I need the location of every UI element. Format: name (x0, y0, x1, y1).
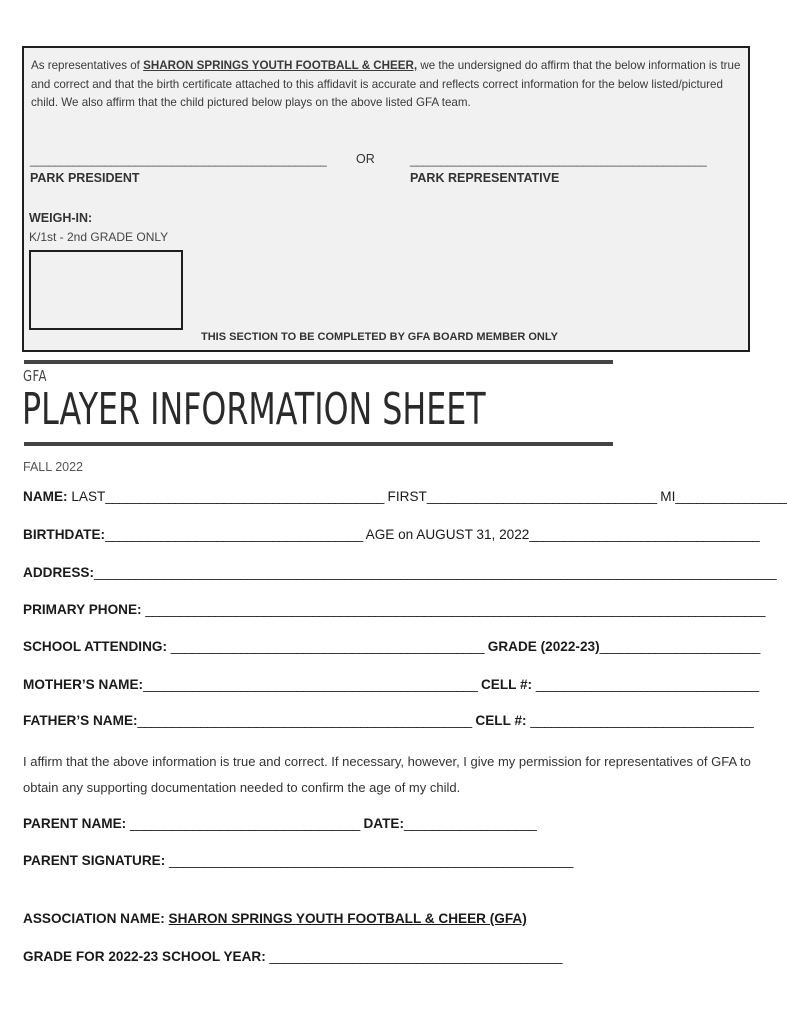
mother-cell-label: CELL #: (480, 677, 533, 692)
season-label: FALL 2022 (23, 460, 84, 474)
mi-label: MI (660, 489, 676, 504)
father-name-field[interactable]: ________________________________________________ (137, 713, 472, 728)
address-field[interactable]: __________________________________________________________________________________________________ (94, 565, 777, 580)
park-representative-label: PARK REPRESENTATIVE (410, 171, 560, 185)
page-title: PLAYER INFORMATION SHEET (22, 384, 486, 435)
birthdate-row (23, 527, 759, 542)
mi-field[interactable]: ________________ (675, 489, 787, 504)
last-label: LAST (71, 489, 106, 504)
or-text: OR (356, 152, 375, 166)
father-row (23, 713, 753, 728)
age-field[interactable]: _________________________________ (529, 527, 760, 542)
parent-signature-field[interactable]: __________________________________________________________ (169, 853, 573, 868)
school-year-grade-field[interactable]: __________________________________________ (269, 949, 562, 964)
weigh-in-box[interactable] (29, 250, 183, 330)
phone-label: PRIMARY PHONE: (23, 602, 142, 617)
affirmation-statement: I affirm that the above information is true and correct. If necessary, however, I give my permission for representatives of GFA to obtain any supporting documentation needed to confirm the age of my child. (23, 754, 751, 795)
representative-signature-line[interactable]: ________________________________________________ (410, 153, 707, 167)
birthdate-field[interactable]: _____________________________________ (105, 527, 363, 542)
mother-row (23, 677, 759, 692)
parent-name-row (23, 816, 536, 831)
phone-row (23, 602, 765, 617)
grade-field[interactable]: _______________________ (599, 639, 760, 654)
school-year-grade-label: GRADE FOR 2022-23 SCHOOL YEAR: (23, 949, 266, 964)
parent-name-label: PARENT NAME: (23, 816, 127, 831)
school-row (23, 639, 760, 654)
parent-signature-row (23, 853, 573, 868)
top-rule (24, 360, 613, 364)
title-rule (24, 442, 613, 446)
address-label: ADDRESS: (23, 565, 94, 580)
date-label: DATE: (363, 816, 404, 831)
school-year-grade-row (23, 949, 562, 964)
association-label: ASSOCIATION NAME: (23, 911, 165, 926)
board-affirmation: As representatives of SHARON SPRINGS YOUTH FOOTBALL & CHEER, we the undersigned do affirm that the below information is true and correct and that the birth certificate attached to this affidavit is accurate and reflects correct information for the below listed/pictured child. We also affirm that the child pictured below plays on the above listed GFA team. (31, 59, 741, 109)
mother-cell-field[interactable]: ________________________________ (535, 677, 759, 692)
parent-name-field[interactable]: _________________________________ (130, 816, 360, 831)
phone-field[interactable]: _________________________________________________________________________________________ (145, 602, 765, 617)
weigh-in-note: K/1st - 2nd GRADE ONLY (29, 230, 169, 244)
board-only-note: THIS SECTION TO BE COMPLETED BY GFA BOARD MEMBER ONLY (201, 331, 558, 343)
school-label: SCHOOL ATTENDING: (23, 639, 167, 654)
father-name-label: FATHER’S NAME: (23, 713, 138, 728)
birthdate-label: BIRTHDATE: (23, 527, 106, 542)
association-name-inline: SHARON SPRINGS YOUTH FOOTBALL & CHEER, (143, 59, 418, 72)
father-cell-label: CELL #: (475, 713, 527, 728)
father-cell-field[interactable]: ________________________________ (530, 713, 754, 728)
weigh-in-label: WEIGH-IN: (29, 211, 93, 225)
association-row (23, 911, 527, 926)
age-label: AGE on AUGUST 31, 2022 (365, 527, 530, 542)
address-row (23, 565, 776, 580)
name-row (23, 489, 787, 504)
org-label: GFA (23, 367, 47, 385)
board-section (22, 46, 750, 352)
mother-name-field[interactable]: ________________________________________________ (143, 677, 478, 692)
grade-label: GRADE (2022-23) (487, 639, 600, 654)
date-field[interactable]: ___________________ (404, 816, 537, 831)
parent-signature-label: PARENT SIGNATURE: (23, 853, 166, 868)
first-name-field[interactable]: _________________________________ (426, 489, 657, 504)
last-name-field[interactable]: ________________________________________ (105, 489, 384, 504)
first-label: FIRST (387, 489, 427, 504)
school-field[interactable]: _____________________________________________ (170, 639, 484, 654)
president-signature-line[interactable]: ________________________________________________ (30, 153, 327, 167)
park-president-label: PARK PRESIDENT (30, 171, 140, 185)
mother-name-label: MOTHER’S NAME: (23, 677, 144, 692)
name-label: NAME: (23, 489, 68, 504)
association-value: SHARON SPRINGS YOUTH FOOTBALL & CHEER (GFA) (168, 911, 527, 926)
